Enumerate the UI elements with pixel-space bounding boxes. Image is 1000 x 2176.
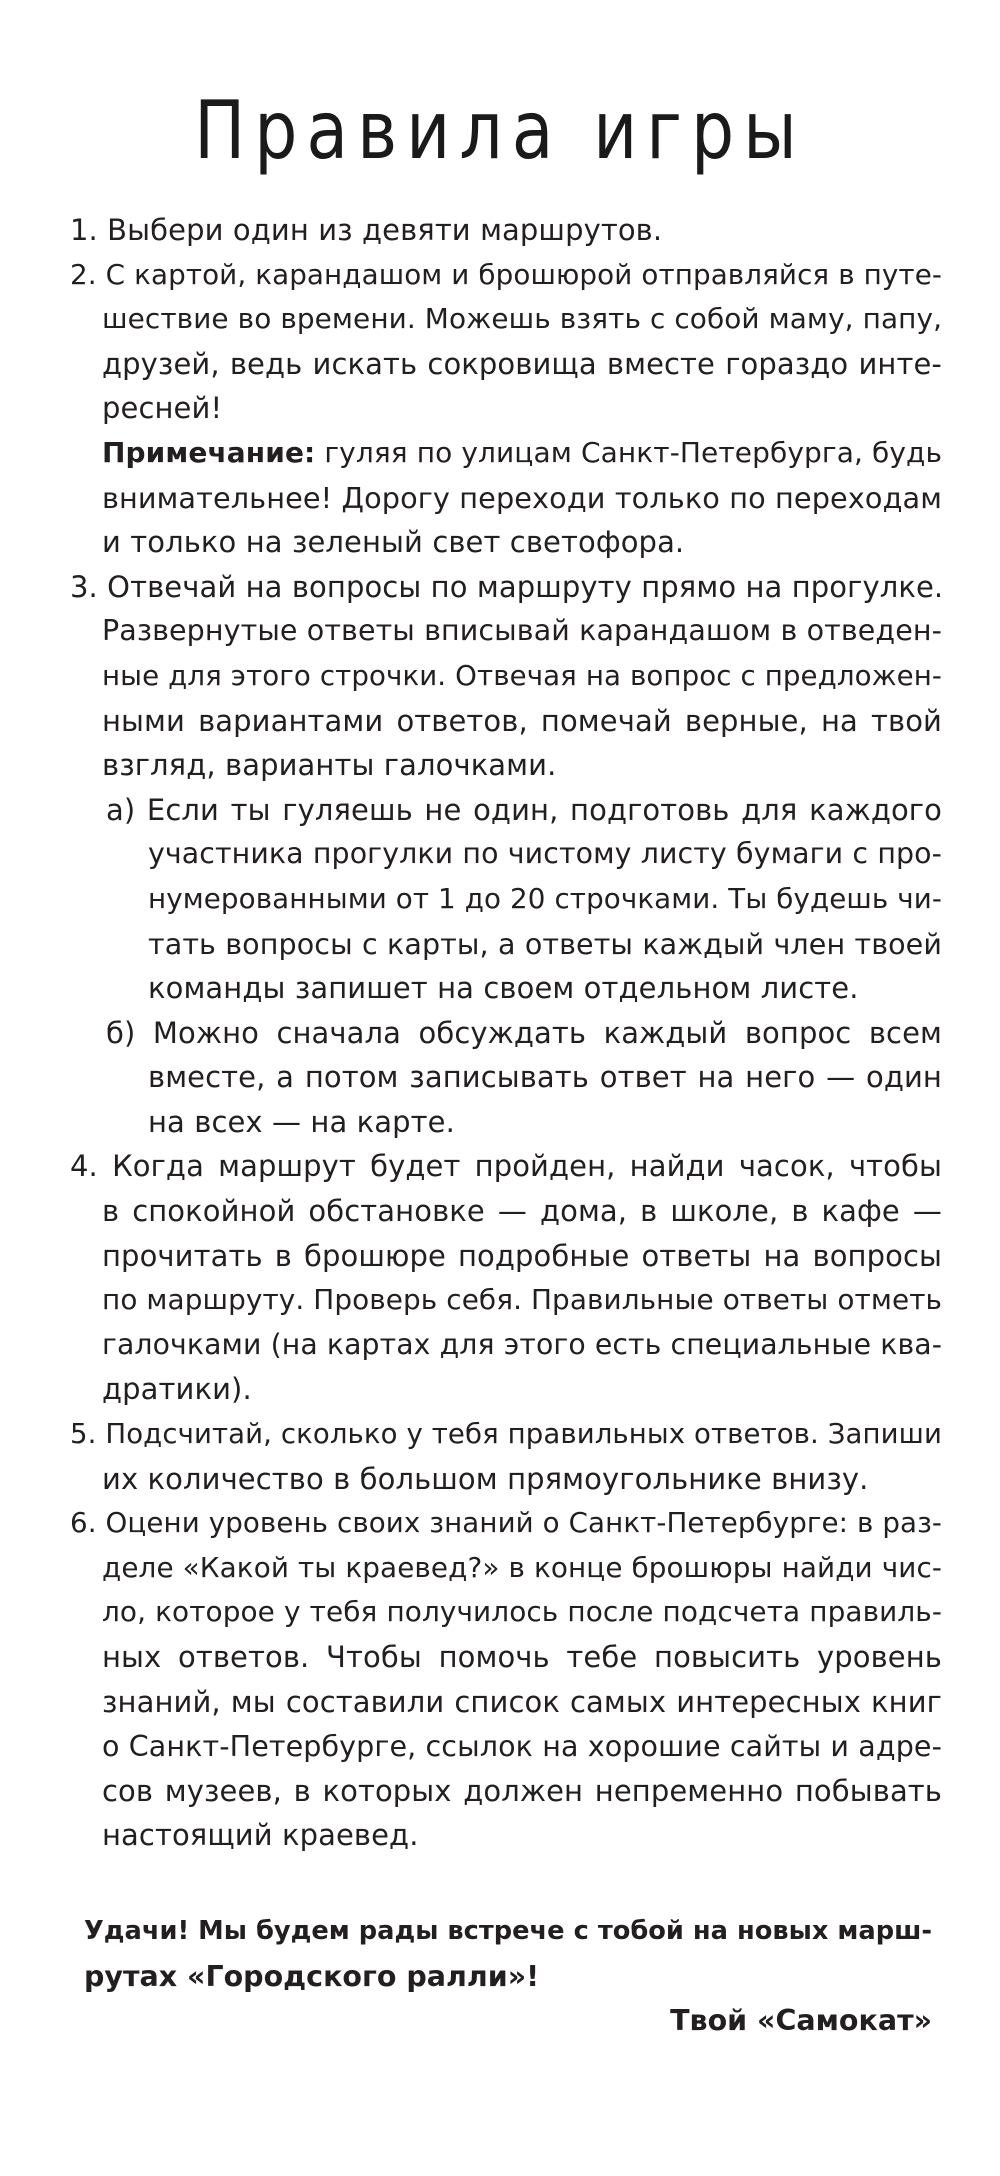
rule-line: 3. Отвечай на вопросы по маршруту прямо на прогулке. [70,569,944,604]
rule-line: 5. Подсчитай, сколько у тебя правильных ответов. Запиши [70,1417,942,1451]
rule-line: команды запишет на своем отдельном листе. [148,971,859,1006]
rule-line: их количество в большом прямоугольнике внизу. [102,1461,869,1496]
rule-line: ресней! [102,391,223,426]
rule-line: по маршруту. Проверь себя. Правильные ответы отметь [102,1283,943,1317]
rule-line: ные для этого строчки. Отвечая на вопрос с предложен- [102,658,942,692]
rule-line: сов музеев, в которых должен непременно побывать [102,1773,942,1808]
rule-item-6 [70,1501,942,1858]
rule-line: а) Если ты гуляешь не один, подготовь для каждого [106,792,942,827]
rule-line: взгляд, варианты галочками. [102,748,557,783]
rule-line: знаний, мы составили список самых интересных книг [102,1684,942,1719]
rule-line: 6. Оцени уровень своих знаний о Санкт-Петербурге: в раз- [70,1506,942,1540]
note-line [102,431,942,476]
rule-line: дратики). [102,1372,252,1407]
closing-line: Удачи! Мы будем рады встрече с тобой на новых марш- [84,1916,932,1946]
rule-line: друзей, ведь искать сокровища вместе гораздо инте- [102,346,942,381]
rule-line: шествие во времени. Можешь взять с собой маму, папу, [102,302,943,336]
page-title: Правила игры [194,84,806,179]
rule-line: ных ответов. Чтобы помочь тебе повысить уровень [102,1640,942,1674]
note-label: Примечание: [102,435,316,469]
rule-item-4 [70,1144,942,1412]
rule-item-3 [70,565,942,788]
rule-line: прочитать в брошюре подробные ответы на вопросы [102,1238,942,1273]
note-line: внимательнее! Дорогу переходи только по переходам [102,480,942,515]
rule-line: нумерованными от 1 до 20 строчками. Ты будешь чи- [148,881,942,915]
rule-line: в спокойной обстановке — дома, в школе, в кафе — [102,1194,942,1229]
rules-list [70,208,942,1858]
closing-line: рутах «Городского ралли»! [84,1960,540,1993]
rule-line: ло, которое у тебя получилось после подсчета правиль- [102,1595,942,1629]
rule-line: 2. С картой, карандашом и брошюрой отправляйся в путе- [70,257,942,291]
closing-message [84,1908,932,2000]
rule-line: тать вопросы с карты, а ответы каждый член твоей [148,926,942,961]
rule-item-1 [70,208,942,253]
rule-subitem-b [106,1011,942,1145]
rule-line: настоящий краевед. [102,1818,419,1853]
rule-subitem-a [106,788,942,1011]
rule-line: 4. Когда маршрут будет пройден, найди часок, чтобы [70,1149,942,1184]
note-line: и только на зеленый свет светофора. [102,525,685,560]
rule-line: на всех — на карте. [148,1104,455,1139]
rule-line: вместе, а потом записывать ответ на него — один [148,1060,942,1095]
rule-item-5 [70,1412,942,1501]
rule-line: Развернутые ответы вписывай карандашом в отведен- [102,614,942,648]
rule-line: ными вариантами ответов, помечай верные, на твой [102,703,942,738]
rule-line: о Санкт-Петербурге, ссылок на хорошие сайты и адре- [102,1729,942,1764]
note-text: гуляя по улицам Санкт-Петербурга, будь [315,435,943,469]
rule-item-2 [70,253,942,565]
rule-line: участника прогулки по чистому листу бумаги с про- [148,837,942,871]
rule-line: б) Можно сначала обсуждать каждый вопрос всем [106,1015,942,1050]
rule-line: галочками (на картах для этого есть специальные ква- [102,1327,943,1361]
rule-line: деле «Какой ты краевед?» в конце брошюры найди чис- [102,1550,942,1584]
signature: Твой «Самокат» [670,2004,932,2037]
rule-line: 1. Выбери один из девяти маршрутов. [70,213,663,247]
